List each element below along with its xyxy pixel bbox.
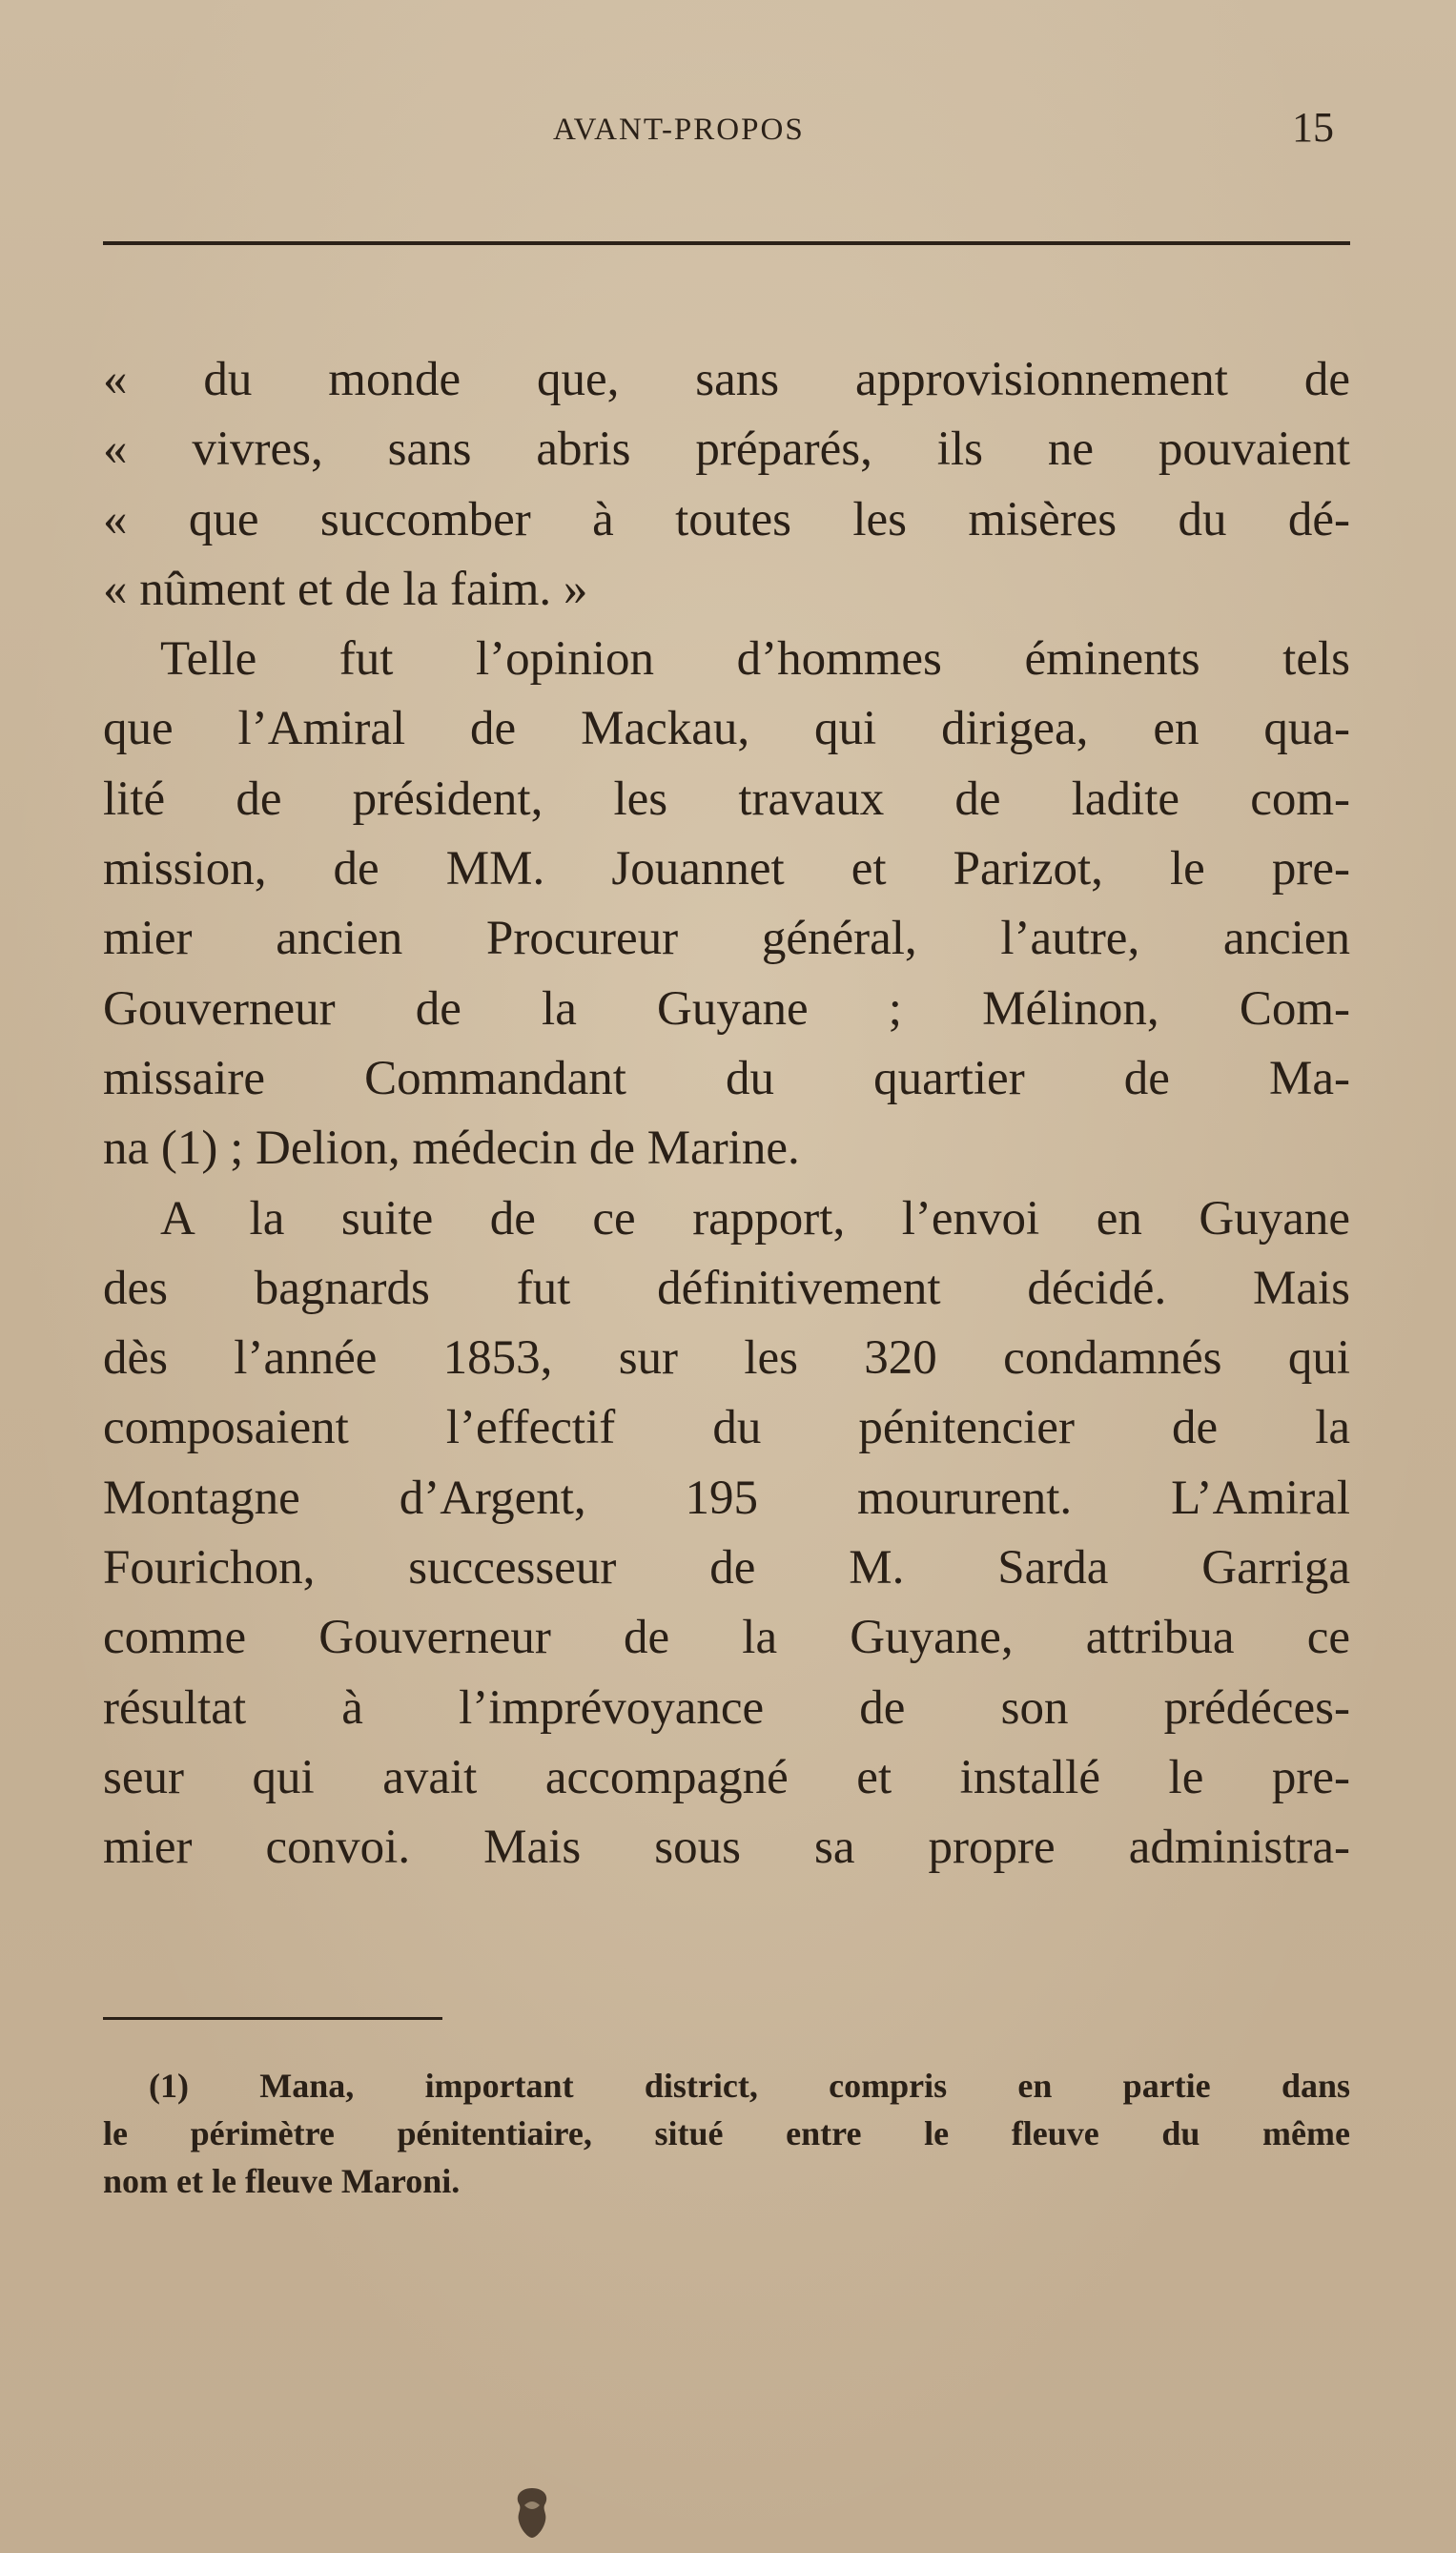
text-line: Montagne d’Argent, 195 moururent. L’Amiral bbox=[103, 1471, 1350, 1525]
text-line: Gouverneur de la Guyane ; Mélinon, Com- bbox=[103, 981, 1350, 1036]
header-rule bbox=[103, 241, 1350, 245]
text-line: missaire Commandant du quartier de Ma- bbox=[103, 1051, 1350, 1105]
text-line: comme Gouverneur de la Guyane, attribua ce bbox=[103, 1611, 1350, 1665]
paragraph-first-line: A la suite de ce rapport, l’envoi en Guyane bbox=[160, 1191, 1350, 1246]
footnote bbox=[103, 2062, 1350, 2205]
text-line: des bagnards fut définitivement décidé. Mais bbox=[103, 1261, 1350, 1315]
text-line: résultat à l’imprévoyance de son prédéces- bbox=[103, 1680, 1350, 1735]
text-line: mission, de MM. Jouannet et Parizot, le pre- bbox=[103, 842, 1350, 896]
footnote-line: le périmètre pénitentiaire, situé entre le fleuve du même bbox=[103, 2114, 1350, 2152]
text-line: dès l’année 1853, sur les 320 condamnés qui bbox=[103, 1331, 1350, 1386]
text-line: que l’Amiral de Mackau, qui dirigea, en qua- bbox=[103, 702, 1350, 756]
text-line: composaient l’effectif du pénitencier de la bbox=[103, 1401, 1350, 1455]
text-line: mier convoi. Mais sous sa propre administra- bbox=[103, 1821, 1350, 1875]
printer-mark-icon bbox=[507, 2484, 557, 2542]
page-number: 15 bbox=[1292, 104, 1334, 151]
footnote-rule bbox=[103, 2017, 442, 2020]
footnote-line: nom et le fleuve Maroni. bbox=[103, 2162, 461, 2200]
text-line: na (1) ; Delion, médecin de Marine. bbox=[103, 1122, 800, 1176]
body-text bbox=[103, 345, 1350, 1884]
text-line: « du monde que, sans approvisionnement de bbox=[103, 353, 1350, 406]
text-line: « que succomber à toutes les misères du dé- bbox=[103, 492, 1350, 546]
text-line: « vivres, sans abris préparés, ils ne pouvaient bbox=[103, 422, 1350, 477]
running-title: AVANT-PROPOS bbox=[553, 113, 805, 147]
paragraph-first-line: Telle fut l’opinion d’hommes éminents tels bbox=[160, 632, 1350, 687]
text-line: Fourichon, successeur de M. Sarda Garriga bbox=[103, 1541, 1350, 1596]
text-line: lité de président, les travaux de ladite com- bbox=[103, 772, 1350, 826]
text-line: mier ancien Procureur général, l’autre, ancien bbox=[103, 912, 1350, 966]
text-line: seur qui avait accompagné et installé le pre- bbox=[103, 1750, 1350, 1804]
footnote-line: (1) Mana, important district, compris en partie dans bbox=[149, 2067, 1350, 2105]
text-line: « nûment et de la faim. » bbox=[103, 562, 588, 616]
